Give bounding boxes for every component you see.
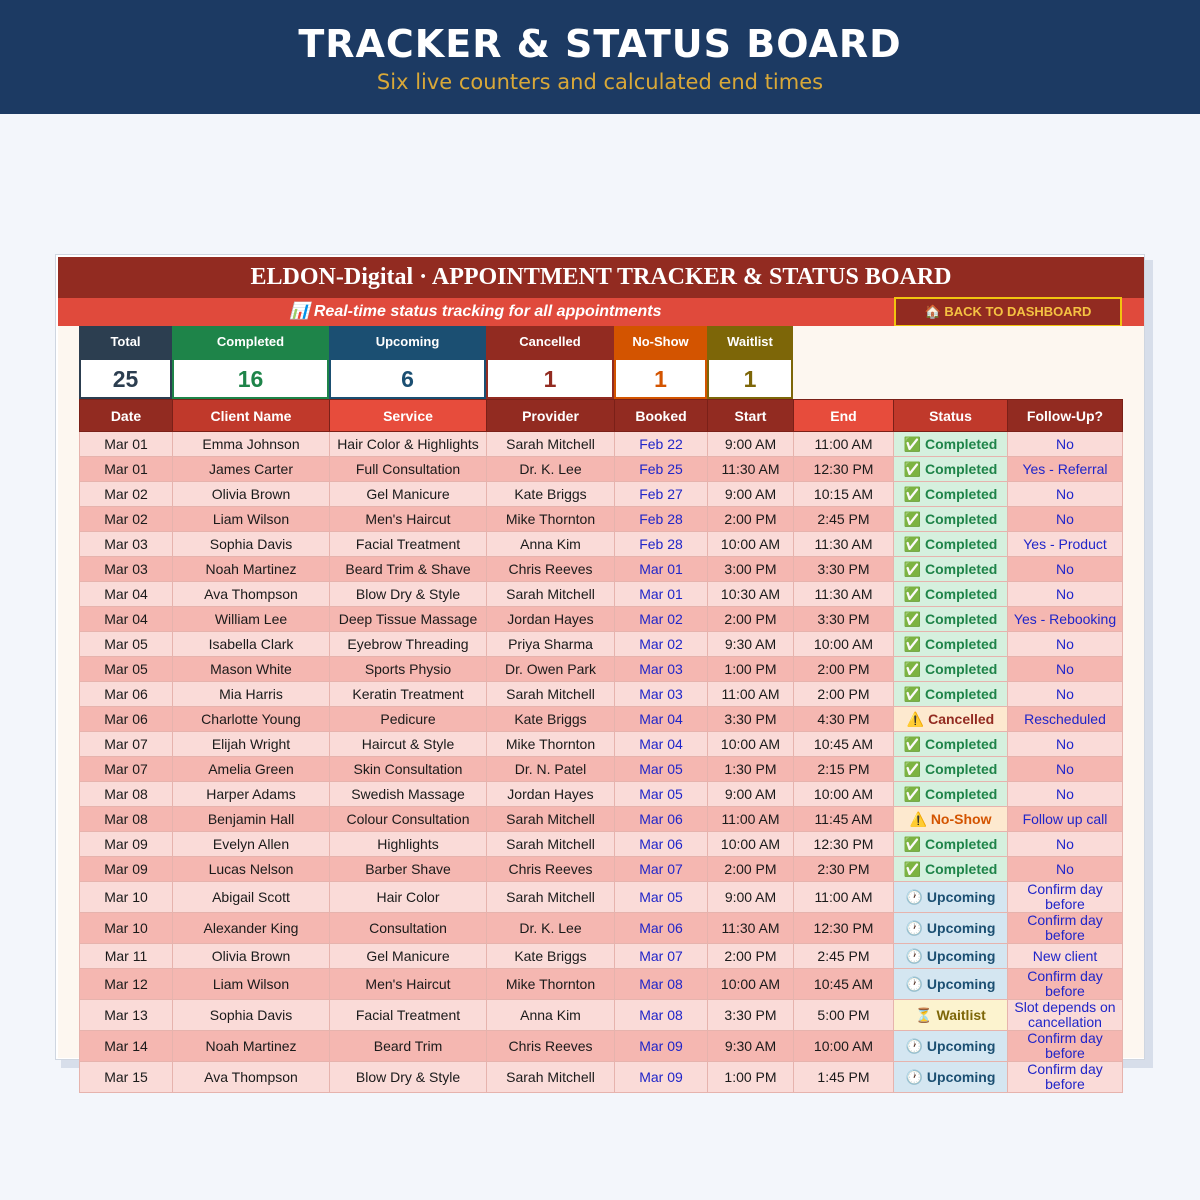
start-cell[interactable]: 1:30 PM: [708, 757, 794, 782]
start-cell[interactable]: 11:30 AM: [708, 913, 794, 944]
status-cell[interactable]: ✅ Completed: [894, 532, 1008, 557]
counter-value: 1: [707, 358, 793, 399]
service-cell[interactable]: Colour Consultation: [330, 807, 487, 832]
service-cell[interactable]: Swedish Massage: [330, 782, 487, 807]
follow-up-cell[interactable]: No: [1008, 657, 1123, 682]
counter-completed: [172, 326, 329, 399]
booked-cell[interactable]: Mar 07: [615, 944, 708, 969]
start-cell[interactable]: 3:30 PM: [708, 1000, 794, 1031]
provider-cell[interactable]: Sarah Mitchell: [487, 882, 615, 913]
follow-up-cell[interactable]: Yes - Rebooking: [1008, 607, 1123, 632]
client-name-cell[interactable]: James Carter: [173, 457, 330, 482]
follow-up-cell[interactable]: No: [1008, 557, 1123, 582]
date-cell[interactable]: Mar 10: [80, 913, 173, 944]
column-header-client-name[interactable]: Client Name: [173, 400, 330, 432]
service-cell[interactable]: Eyebrow Threading: [330, 632, 487, 657]
date-cell[interactable]: Mar 08: [80, 807, 173, 832]
booked-cell[interactable]: Feb 22: [615, 432, 708, 457]
counter-waitlist: [707, 326, 793, 399]
status-cell[interactable]: ✅ Completed: [894, 757, 1008, 782]
end-cell[interactable]: 1:45 PM: [794, 1062, 894, 1093]
client-name-cell[interactable]: Lucas Nelson: [173, 857, 330, 882]
start-cell[interactable]: 2:00 PM: [708, 607, 794, 632]
booked-cell[interactable]: Mar 07: [615, 857, 708, 882]
date-cell[interactable]: Mar 03: [80, 557, 173, 582]
date-cell[interactable]: Mar 14: [80, 1031, 173, 1062]
service-cell[interactable]: Gel Manicure: [330, 482, 487, 507]
service-cell[interactable]: Beard Trim: [330, 1031, 487, 1062]
status-cell[interactable]: 🕐 Upcoming: [894, 1031, 1008, 1062]
booked-cell[interactable]: Mar 06: [615, 913, 708, 944]
start-cell[interactable]: 9:30 AM: [708, 632, 794, 657]
booked-cell[interactable]: Mar 03: [615, 682, 708, 707]
banner-title: TRACKER & STATUS BOARD: [298, 22, 902, 66]
provider-cell[interactable]: Chris Reeves: [487, 1031, 615, 1062]
table-row[interactable]: [80, 807, 1123, 832]
end-cell[interactable]: 2:45 PM: [794, 944, 894, 969]
table-row[interactable]: [80, 969, 1123, 1000]
start-cell[interactable]: 10:00 AM: [708, 832, 794, 857]
service-cell[interactable]: Pedicure: [330, 707, 487, 732]
appointments-table: [79, 399, 1123, 1093]
date-cell[interactable]: Mar 05: [80, 657, 173, 682]
provider-cell[interactable]: Jordan Hayes: [487, 607, 615, 632]
follow-up-cell[interactable]: No: [1008, 732, 1123, 757]
start-cell[interactable]: 9:00 AM: [708, 432, 794, 457]
right-margin: [1120, 326, 1144, 1058]
follow-up-cell[interactable]: No: [1008, 757, 1123, 782]
table-row[interactable]: [80, 457, 1123, 482]
status-cell[interactable]: ✅ Completed: [894, 457, 1008, 482]
end-cell[interactable]: 11:30 AM: [794, 582, 894, 607]
client-name-cell[interactable]: Liam Wilson: [173, 507, 330, 532]
client-name-cell[interactable]: Charlotte Young: [173, 707, 330, 732]
service-cell[interactable]: Beard Trim & Shave: [330, 557, 487, 582]
client-name-cell[interactable]: Alexander King: [173, 913, 330, 944]
date-cell[interactable]: Mar 09: [80, 857, 173, 882]
date-cell[interactable]: Mar 09: [80, 832, 173, 857]
date-cell[interactable]: Mar 07: [80, 757, 173, 782]
start-cell[interactable]: 9:00 AM: [708, 782, 794, 807]
follow-up-cell[interactable]: New client: [1008, 944, 1123, 969]
sheet-subtitle-bar: [58, 298, 1144, 326]
booked-cell[interactable]: Mar 09: [615, 1062, 708, 1093]
client-name-cell[interactable]: Harper Adams: [173, 782, 330, 807]
status-cell[interactable]: ✅ Completed: [894, 732, 1008, 757]
booked-cell[interactable]: Mar 04: [615, 732, 708, 757]
status-cell[interactable]: ✅ Completed: [894, 557, 1008, 582]
column-header-booked[interactable]: Booked: [615, 400, 708, 432]
counter-label: Total: [79, 326, 172, 358]
date-cell[interactable]: Mar 10: [80, 882, 173, 913]
column-header-start[interactable]: Start: [708, 400, 794, 432]
counter-total: [79, 326, 172, 399]
booked-cell[interactable]: Mar 01: [615, 582, 708, 607]
end-cell[interactable]: 2:00 PM: [794, 657, 894, 682]
service-cell[interactable]: Men's Haircut: [330, 507, 487, 532]
booked-cell[interactable]: Mar 01: [615, 557, 708, 582]
provider-cell[interactable]: Sarah Mitchell: [487, 682, 615, 707]
status-cell[interactable]: 🕐 Upcoming: [894, 944, 1008, 969]
provider-cell[interactable]: Priya Sharma: [487, 632, 615, 657]
start-cell[interactable]: 1:00 PM: [708, 1062, 794, 1093]
status-cell[interactable]: ⚠️ Cancelled: [894, 707, 1008, 732]
end-cell[interactable]: 10:00 AM: [794, 632, 894, 657]
service-cell[interactable]: Haircut & Style: [330, 732, 487, 757]
client-name-cell[interactable]: Olivia Brown: [173, 482, 330, 507]
follow-up-cell[interactable]: Confirm day before: [1008, 913, 1123, 944]
provider-cell[interactable]: Chris Reeves: [487, 857, 615, 882]
booked-cell[interactable]: Mar 02: [615, 632, 708, 657]
booked-cell[interactable]: Mar 08: [615, 969, 708, 1000]
column-header-follow-up[interactable]: Follow-Up?: [1008, 400, 1123, 432]
provider-cell[interactable]: Sarah Mitchell: [487, 807, 615, 832]
booked-cell[interactable]: Mar 05: [615, 882, 708, 913]
start-cell[interactable]: 2:00 PM: [708, 944, 794, 969]
booked-cell[interactable]: Mar 05: [615, 757, 708, 782]
date-cell[interactable]: Mar 12: [80, 969, 173, 1000]
spreadsheet-sheet: [55, 254, 1145, 1092]
status-cell[interactable]: ✅ Completed: [894, 432, 1008, 457]
start-cell[interactable]: 11:00 AM: [708, 807, 794, 832]
follow-up-cell[interactable]: No: [1008, 482, 1123, 507]
start-cell[interactable]: 1:00 PM: [708, 657, 794, 682]
table-row[interactable]: [80, 557, 1123, 582]
provider-cell[interactable]: Anna Kim: [487, 532, 615, 557]
service-cell[interactable]: Barber Shave: [330, 857, 487, 882]
counter-value: 1: [486, 358, 614, 399]
service-cell[interactable]: Blow Dry & Style: [330, 1062, 487, 1093]
table-row[interactable]: [80, 1062, 1123, 1093]
column-header-service[interactable]: Service: [330, 400, 487, 432]
date-cell[interactable]: Mar 11: [80, 944, 173, 969]
date-cell[interactable]: Mar 01: [80, 432, 173, 457]
service-cell[interactable]: Hair Color: [330, 882, 487, 913]
client-name-cell[interactable]: Emma Johnson: [173, 432, 330, 457]
follow-up-cell[interactable]: No: [1008, 432, 1123, 457]
status-cell[interactable]: 🕐 Upcoming: [894, 969, 1008, 1000]
follow-up-cell[interactable]: Confirm day before: [1008, 882, 1123, 913]
start-cell[interactable]: 9:00 AM: [708, 882, 794, 913]
status-cell[interactable]: ⚠️ No-Show: [894, 807, 1008, 832]
follow-up-cell[interactable]: Slot depends on cancellation: [1008, 1000, 1123, 1031]
table-row[interactable]: [80, 832, 1123, 857]
follow-up-cell[interactable]: No: [1008, 632, 1123, 657]
table-row[interactable]: [80, 657, 1123, 682]
start-cell[interactable]: 10:00 AM: [708, 732, 794, 757]
follow-up-cell[interactable]: Rescheduled: [1008, 707, 1123, 732]
follow-up-cell[interactable]: No: [1008, 582, 1123, 607]
banner: [0, 0, 1200, 114]
end-cell[interactable]: 2:30 PM: [794, 857, 894, 882]
status-cell[interactable]: ✅ Completed: [894, 682, 1008, 707]
service-cell[interactable]: Gel Manicure: [330, 944, 487, 969]
date-cell[interactable]: Mar 03: [80, 532, 173, 557]
end-cell[interactable]: 10:45 AM: [794, 732, 894, 757]
start-cell[interactable]: 3:00 PM: [708, 557, 794, 582]
date-cell[interactable]: Mar 15: [80, 1062, 173, 1093]
start-cell[interactable]: 9:00 AM: [708, 482, 794, 507]
client-name-cell[interactable]: Abigail Scott: [173, 882, 330, 913]
provider-cell[interactable]: Anna Kim: [487, 1000, 615, 1031]
table-row[interactable]: [80, 682, 1123, 707]
table-row[interactable]: [80, 882, 1123, 913]
date-cell[interactable]: Mar 06: [80, 682, 173, 707]
table-row[interactable]: [80, 432, 1123, 457]
client-name-cell[interactable]: Amelia Green: [173, 757, 330, 782]
end-cell[interactable]: 2:00 PM: [794, 682, 894, 707]
date-cell[interactable]: Mar 02: [80, 482, 173, 507]
provider-cell[interactable]: Sarah Mitchell: [487, 832, 615, 857]
service-cell[interactable]: Facial Treatment: [330, 532, 487, 557]
counter-label: Upcoming: [329, 326, 486, 358]
client-name-cell[interactable]: Noah Martinez: [173, 557, 330, 582]
table-row[interactable]: [80, 707, 1123, 732]
table-row[interactable]: [80, 732, 1123, 757]
booked-cell[interactable]: Mar 02: [615, 607, 708, 632]
table-header-row: [80, 400, 1123, 432]
table-row[interactable]: [80, 482, 1123, 507]
column-header-date[interactable]: Date: [80, 400, 173, 432]
start-cell[interactable]: 2:00 PM: [708, 507, 794, 532]
date-cell[interactable]: Mar 07: [80, 732, 173, 757]
counter-label: No-Show: [614, 326, 707, 358]
client-name-cell[interactable]: Mason White: [173, 657, 330, 682]
service-cell[interactable]: Deep Tissue Massage: [330, 607, 487, 632]
table-row[interactable]: [80, 1031, 1123, 1062]
end-cell[interactable]: 12:30 PM: [794, 832, 894, 857]
client-name-cell[interactable]: Sophia Davis: [173, 1000, 330, 1031]
follow-up-cell[interactable]: No: [1008, 682, 1123, 707]
follow-up-cell[interactable]: No: [1008, 782, 1123, 807]
status-cell[interactable]: ✅ Completed: [894, 607, 1008, 632]
date-cell[interactable]: Mar 04: [80, 607, 173, 632]
table-row[interactable]: [80, 913, 1123, 944]
status-cell[interactable]: ✅ Completed: [894, 507, 1008, 532]
provider-cell[interactable]: Sarah Mitchell: [487, 432, 615, 457]
provider-cell[interactable]: Mike Thornton: [487, 969, 615, 1000]
client-name-cell[interactable]: Elijah Wright: [173, 732, 330, 757]
provider-cell[interactable]: Dr. N. Patel: [487, 757, 615, 782]
client-name-cell[interactable]: Isabella Clark: [173, 632, 330, 657]
table-row[interactable]: [80, 757, 1123, 782]
service-cell[interactable]: Highlights: [330, 832, 487, 857]
end-cell[interactable]: 10:45 AM: [794, 969, 894, 1000]
booked-cell[interactable]: Mar 06: [615, 807, 708, 832]
date-cell[interactable]: Mar 08: [80, 782, 173, 807]
counter-label: Waitlist: [707, 326, 793, 358]
end-cell[interactable]: 2:45 PM: [794, 507, 894, 532]
start-cell[interactable]: 10:00 AM: [708, 532, 794, 557]
client-name-cell[interactable]: Ava Thompson: [173, 582, 330, 607]
counter-label: Cancelled: [486, 326, 614, 358]
client-name-cell[interactable]: Sophia Davis: [173, 532, 330, 557]
service-cell[interactable]: Skin Consultation: [330, 757, 487, 782]
table-row[interactable]: [80, 857, 1123, 882]
table-row[interactable]: [80, 582, 1123, 607]
sheet-subtitle: 📊 Real-time status tracking for all appointments: [289, 303, 662, 320]
status-cell[interactable]: 🕐 Upcoming: [894, 1062, 1008, 1093]
follow-up-cell[interactable]: Confirm day before: [1008, 969, 1123, 1000]
table-row[interactable]: [80, 607, 1123, 632]
table-row[interactable]: [80, 507, 1123, 532]
sheet-title: ELDON-Digital · APPOINTMENT TRACKER & STATUS BOARD: [58, 257, 1144, 298]
status-cell[interactable]: ✅ Completed: [894, 632, 1008, 657]
booked-cell[interactable]: Feb 27: [615, 482, 708, 507]
follow-up-cell[interactable]: Yes - Product: [1008, 532, 1123, 557]
client-name-cell[interactable]: Benjamin Hall: [173, 807, 330, 832]
provider-cell[interactable]: Sarah Mitchell: [487, 1062, 615, 1093]
end-cell[interactable]: 10:15 AM: [794, 482, 894, 507]
provider-cell[interactable]: Kate Briggs: [487, 944, 615, 969]
client-name-cell[interactable]: Mia Harris: [173, 682, 330, 707]
column-header-provider[interactable]: Provider: [487, 400, 615, 432]
follow-up-cell[interactable]: Yes - Referral: [1008, 457, 1123, 482]
table-row[interactable]: [80, 632, 1123, 657]
service-cell[interactable]: Sports Physio: [330, 657, 487, 682]
status-cell[interactable]: ✅ Completed: [894, 482, 1008, 507]
end-cell[interactable]: 5:00 PM: [794, 1000, 894, 1031]
end-cell[interactable]: 11:00 AM: [794, 882, 894, 913]
status-cell[interactable]: ✅ Completed: [894, 782, 1008, 807]
provider-cell[interactable]: Kate Briggs: [487, 707, 615, 732]
start-cell[interactable]: 11:30 AM: [708, 457, 794, 482]
provider-cell[interactable]: Dr. K. Lee: [487, 913, 615, 944]
date-cell[interactable]: Mar 05: [80, 632, 173, 657]
provider-cell[interactable]: Kate Briggs: [487, 482, 615, 507]
booked-cell[interactable]: Mar 08: [615, 1000, 708, 1031]
booked-cell[interactable]: Mar 04: [615, 707, 708, 732]
end-cell[interactable]: 12:30 PM: [794, 457, 894, 482]
booked-cell[interactable]: Mar 09: [615, 1031, 708, 1062]
start-cell[interactable]: 3:30 PM: [708, 707, 794, 732]
follow-up-cell[interactable]: Confirm day before: [1008, 1062, 1123, 1093]
provider-cell[interactable]: Sarah Mitchell: [487, 582, 615, 607]
follow-up-cell[interactable]: No: [1008, 857, 1123, 882]
client-name-cell[interactable]: Olivia Brown: [173, 944, 330, 969]
end-cell[interactable]: 12:30 PM: [794, 913, 894, 944]
counter-cancelled: [486, 326, 614, 399]
service-cell[interactable]: Consultation: [330, 913, 487, 944]
booked-cell[interactable]: Feb 28: [615, 532, 708, 557]
status-cell[interactable]: ✅ Completed: [894, 657, 1008, 682]
status-cell[interactable]: ✅ Completed: [894, 857, 1008, 882]
counter-value: 25: [79, 358, 172, 399]
end-cell[interactable]: 11:30 AM: [794, 532, 894, 557]
end-cell[interactable]: 4:30 PM: [794, 707, 894, 732]
provider-cell[interactable]: Jordan Hayes: [487, 782, 615, 807]
back-to-dashboard-button[interactable]: 🏠 BACK TO DASHBOARD: [894, 297, 1122, 328]
client-name-cell[interactable]: Liam Wilson: [173, 969, 330, 1000]
end-cell[interactable]: 10:00 AM: [794, 782, 894, 807]
client-name-cell[interactable]: William Lee: [173, 607, 330, 632]
client-name-cell[interactable]: Noah Martinez: [173, 1031, 330, 1062]
table-row[interactable]: [80, 782, 1123, 807]
end-cell[interactable]: 11:00 AM: [794, 432, 894, 457]
service-cell[interactable]: Keratin Treatment: [330, 682, 487, 707]
end-cell[interactable]: 3:30 PM: [794, 607, 894, 632]
status-cell[interactable]: ✅ Completed: [894, 832, 1008, 857]
banner-subtitle: Six live counters and calculated end times: [376, 70, 824, 94]
follow-up-cell[interactable]: No: [1008, 507, 1123, 532]
status-cell[interactable]: ✅ Completed: [894, 582, 1008, 607]
start-cell[interactable]: 10:00 AM: [708, 969, 794, 1000]
column-header-status[interactable]: Status: [894, 400, 1008, 432]
counter-upcoming: [329, 326, 486, 399]
date-cell[interactable]: Mar 06: [80, 707, 173, 732]
service-cell[interactable]: Full Consultation: [330, 457, 487, 482]
start-cell[interactable]: 9:30 AM: [708, 1031, 794, 1062]
client-name-cell[interactable]: Ava Thompson: [173, 1062, 330, 1093]
provider-cell[interactable]: Chris Reeves: [487, 557, 615, 582]
service-cell[interactable]: Hair Color & Highlights: [330, 432, 487, 457]
column-header-end[interactable]: End: [794, 400, 894, 432]
date-cell[interactable]: Mar 02: [80, 507, 173, 532]
left-margin: [58, 326, 79, 1058]
follow-up-cell[interactable]: Confirm day before: [1008, 1031, 1123, 1062]
status-cell[interactable]: 🕐 Upcoming: [894, 913, 1008, 944]
follow-up-cell[interactable]: No: [1008, 832, 1123, 857]
end-cell[interactable]: 3:30 PM: [794, 557, 894, 582]
service-cell[interactable]: Men's Haircut: [330, 969, 487, 1000]
counter-value: 6: [329, 358, 486, 399]
status-cell[interactable]: 🕐 Upcoming: [894, 882, 1008, 913]
booked-cell[interactable]: Feb 25: [615, 457, 708, 482]
date-cell[interactable]: Mar 13: [80, 1000, 173, 1031]
counter-label: Completed: [172, 326, 329, 358]
status-cell[interactable]: ⏳ Waitlist: [894, 1000, 1008, 1031]
end-cell[interactable]: 11:45 AM: [794, 807, 894, 832]
counter-value: 16: [172, 358, 329, 399]
date-cell[interactable]: Mar 01: [80, 457, 173, 482]
booked-cell[interactable]: Feb 28: [615, 507, 708, 532]
follow-up-cell[interactable]: Follow up call: [1008, 807, 1123, 832]
provider-cell[interactable]: Mike Thornton: [487, 732, 615, 757]
table-row[interactable]: [80, 944, 1123, 969]
service-cell[interactable]: Blow Dry & Style: [330, 582, 487, 607]
start-cell[interactable]: 2:00 PM: [708, 857, 794, 882]
start-cell[interactable]: 10:30 AM: [708, 582, 794, 607]
start-cell[interactable]: 11:00 AM: [708, 682, 794, 707]
client-name-cell[interactable]: Evelyn Allen: [173, 832, 330, 857]
counter-value: 1: [614, 358, 707, 399]
table-row[interactable]: [80, 532, 1123, 557]
provider-cell[interactable]: Dr. Owen Park: [487, 657, 615, 682]
service-cell[interactable]: Facial Treatment: [330, 1000, 487, 1031]
booked-cell[interactable]: Mar 06: [615, 832, 708, 857]
provider-cell[interactable]: Mike Thornton: [487, 507, 615, 532]
provider-cell[interactable]: Dr. K. Lee: [487, 457, 615, 482]
date-cell[interactable]: Mar 04: [80, 582, 173, 607]
booked-cell[interactable]: Mar 03: [615, 657, 708, 682]
counter-no-show: [614, 326, 707, 399]
booked-cell[interactable]: Mar 05: [615, 782, 708, 807]
end-cell[interactable]: 2:15 PM: [794, 757, 894, 782]
end-cell[interactable]: 10:00 AM: [794, 1031, 894, 1062]
table-row[interactable]: [80, 1000, 1123, 1031]
